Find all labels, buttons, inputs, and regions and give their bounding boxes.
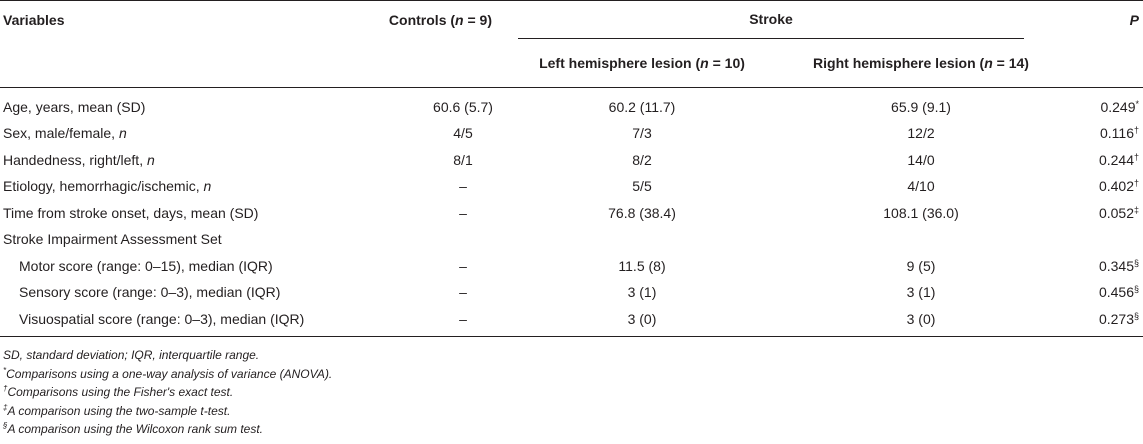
p-value: 0.052 [1098,204,1134,221]
right-lesion-value: 12/2 [907,125,935,142]
cell-p-value [1056,147,1143,174]
p-value: 0.456 [1098,284,1134,301]
right-lesion-value: 3 (0) [906,310,936,327]
header-stroke [498,1,1056,40]
header-right-lesion [786,39,1056,88]
footnote [3,420,332,439]
p-value: 0.402 [1098,178,1134,195]
cell-left-lesion [498,200,786,227]
p-footnote-mark: † [1134,151,1140,162]
cell-p-value [1056,120,1143,147]
p-value: 0.345 [1098,257,1134,274]
cell-left-lesion [498,279,786,306]
table-row [0,88,1143,121]
footnote-mark: ‡ [3,402,8,412]
p-footnote-mark: § [1134,257,1140,268]
table-row [0,120,1143,147]
cell-p-value [1056,279,1143,306]
variable-label: Handedness, right/left, [3,151,147,168]
p-footnote-mark: § [1134,284,1140,295]
cell-variable [0,120,338,147]
cell-right-lesion [786,147,1056,174]
table-body [0,88,1143,337]
cell-left-lesion [498,173,786,200]
cell-controls [338,279,498,306]
variable-label: Visuospatial score (range: 0–3), median (IQR) [19,310,305,327]
controls-value: – [459,204,467,221]
controls-value: 8/1 [453,151,473,168]
cell-left-lesion [498,306,786,337]
footnote [3,383,332,402]
cell-variable [0,226,338,253]
controls-value: – [459,284,467,301]
p-value: 0.273 [1098,310,1134,327]
variable-label: Motor score (range: 0–15), median (IQR) [19,257,273,274]
cell-variable [0,88,338,121]
table-row [0,306,1143,337]
cell-variable [0,306,338,337]
cell-controls [338,120,498,147]
cell-left-lesion [498,88,786,121]
variable-label: Time from stroke onset, days, mean (SD) [3,204,259,221]
cell-variable [0,279,338,306]
controls-value: – [459,178,467,195]
cell-right-lesion [786,226,1056,253]
right-lesion-value: 4/10 [907,178,935,195]
left-lesion-value: 11.5 (8) [618,257,666,274]
variable-label: Etiology, hemorrhagic/ischemic, [3,178,204,195]
cell-controls [338,147,498,174]
header-left-n: n [700,55,709,71]
footnote-mark: * [3,365,7,375]
footnote-mark: † [3,384,8,393]
cell-left-lesion [498,226,786,253]
controls-value: – [459,257,467,274]
header-right-text: Right hemisphere lesion ( [813,55,985,71]
cell-left-lesion [498,120,786,147]
cell-right-lesion [786,173,1056,200]
cell-left-lesion [498,147,786,174]
cell-p-value [1056,253,1143,280]
left-lesion-value: 60.2 (11.7) [608,98,676,115]
cell-variable [0,200,338,227]
cell-p-value [1056,306,1143,337]
cell-controls [338,173,498,200]
footnote [3,365,332,384]
header-variables: Variables [3,12,65,28]
table-row [0,253,1143,280]
p-footnote-mark: * [1135,98,1140,109]
footnote-text: Comparisons using the Fisher's exact test. [7,385,234,399]
right-lesion-value: 108.1 (36.0) [883,204,959,221]
left-lesion-value: 5/5 [632,178,652,195]
controls-value: 60.6 (5.7) [433,98,493,115]
left-lesion-value: 8/2 [632,151,652,168]
p-footnote-mark: † [1134,125,1140,136]
p-value: 0.244 [1098,151,1134,168]
cell-right-lesion [786,200,1056,227]
variable-label: Stroke Impairment Assessment Set [3,231,222,248]
cell-p-value [1056,88,1143,121]
header-controls-n: n [455,12,464,28]
table-row [0,200,1143,227]
cell-controls [338,306,498,337]
header-left-lesion [498,39,786,88]
left-lesion-value: 3 (0) [627,310,657,327]
left-lesion-value: 3 (1) [627,284,657,301]
cell-right-lesion [786,306,1056,337]
p-value: 0.116 [1100,125,1134,142]
table-row [0,173,1143,200]
p-footnote-mark: † [1134,178,1140,189]
p-footnote-mark: § [1134,310,1140,321]
cell-variable [0,253,338,280]
p-footnote-mark: ‡ [1134,204,1140,215]
header-controls-tail: = 9) [463,12,492,28]
cell-right-lesion [786,120,1056,147]
cell-left-lesion [498,253,786,280]
variable-label: Age, years, mean (SD) [3,98,146,115]
variable-n: n [146,151,155,168]
cell-right-lesion [786,253,1056,280]
cell-variable [0,173,338,200]
p-value: 0.249 [1100,98,1136,115]
header-controls-text: Controls ( [388,12,456,28]
variable-n: n [118,125,127,142]
table-row [0,147,1143,174]
header-right-tail: = 14) [992,55,1029,71]
left-lesion-value: 76.8 (38.4) [608,204,676,221]
cell-right-lesion [786,88,1056,121]
cell-right-lesion [786,279,1056,306]
variable-label: Sensory score (range: 0–3), median (IQR) [19,284,281,301]
footnote-text: A comparison using the two-sample t-test. [7,403,231,418]
cell-controls [338,88,498,121]
footnote-text: Comparisons using a one-way analysis of variance (ANOVA). [6,366,333,381]
header-left-text: Left hemisphere lesion ( [539,55,701,71]
right-lesion-value: 9 (5) [906,257,936,274]
cell-variable [0,147,338,174]
variable-n: n [203,178,212,195]
cell-controls [338,226,498,253]
right-lesion-value: 65.9 (9.1) [891,98,951,115]
footnote [3,346,332,365]
right-lesion-value: 14/0 [907,151,935,168]
cell-controls [338,200,498,227]
header-p: P [1129,12,1140,28]
footnote-text: SD, standard deviation; IQR, interquartile range. [3,348,260,362]
header-row-1 [0,1,1143,40]
header-right-n: n [984,55,993,71]
footnote-mark: § [3,421,8,430]
cell-p-value [1056,173,1143,200]
header-controls [338,1,498,88]
right-lesion-value: 3 (1) [906,284,936,301]
left-lesion-value: 7/3 [632,125,652,142]
controls-value: – [459,310,467,327]
controls-value: 4/5 [453,125,473,142]
table-row [0,279,1143,306]
cell-p-value [1056,226,1143,253]
footnote-text: A comparison using the Wilcoxon rank sum test. [7,422,264,436]
footnote [3,402,332,421]
table-row [0,226,1143,253]
cell-p-value [1056,200,1143,227]
table-footnotes [3,346,332,439]
variable-label: Sex, male/female, [3,125,119,142]
header-left-tail: = 10) [708,55,745,71]
header-stroke-label: Stroke [518,1,1024,39]
cell-controls [338,253,498,280]
